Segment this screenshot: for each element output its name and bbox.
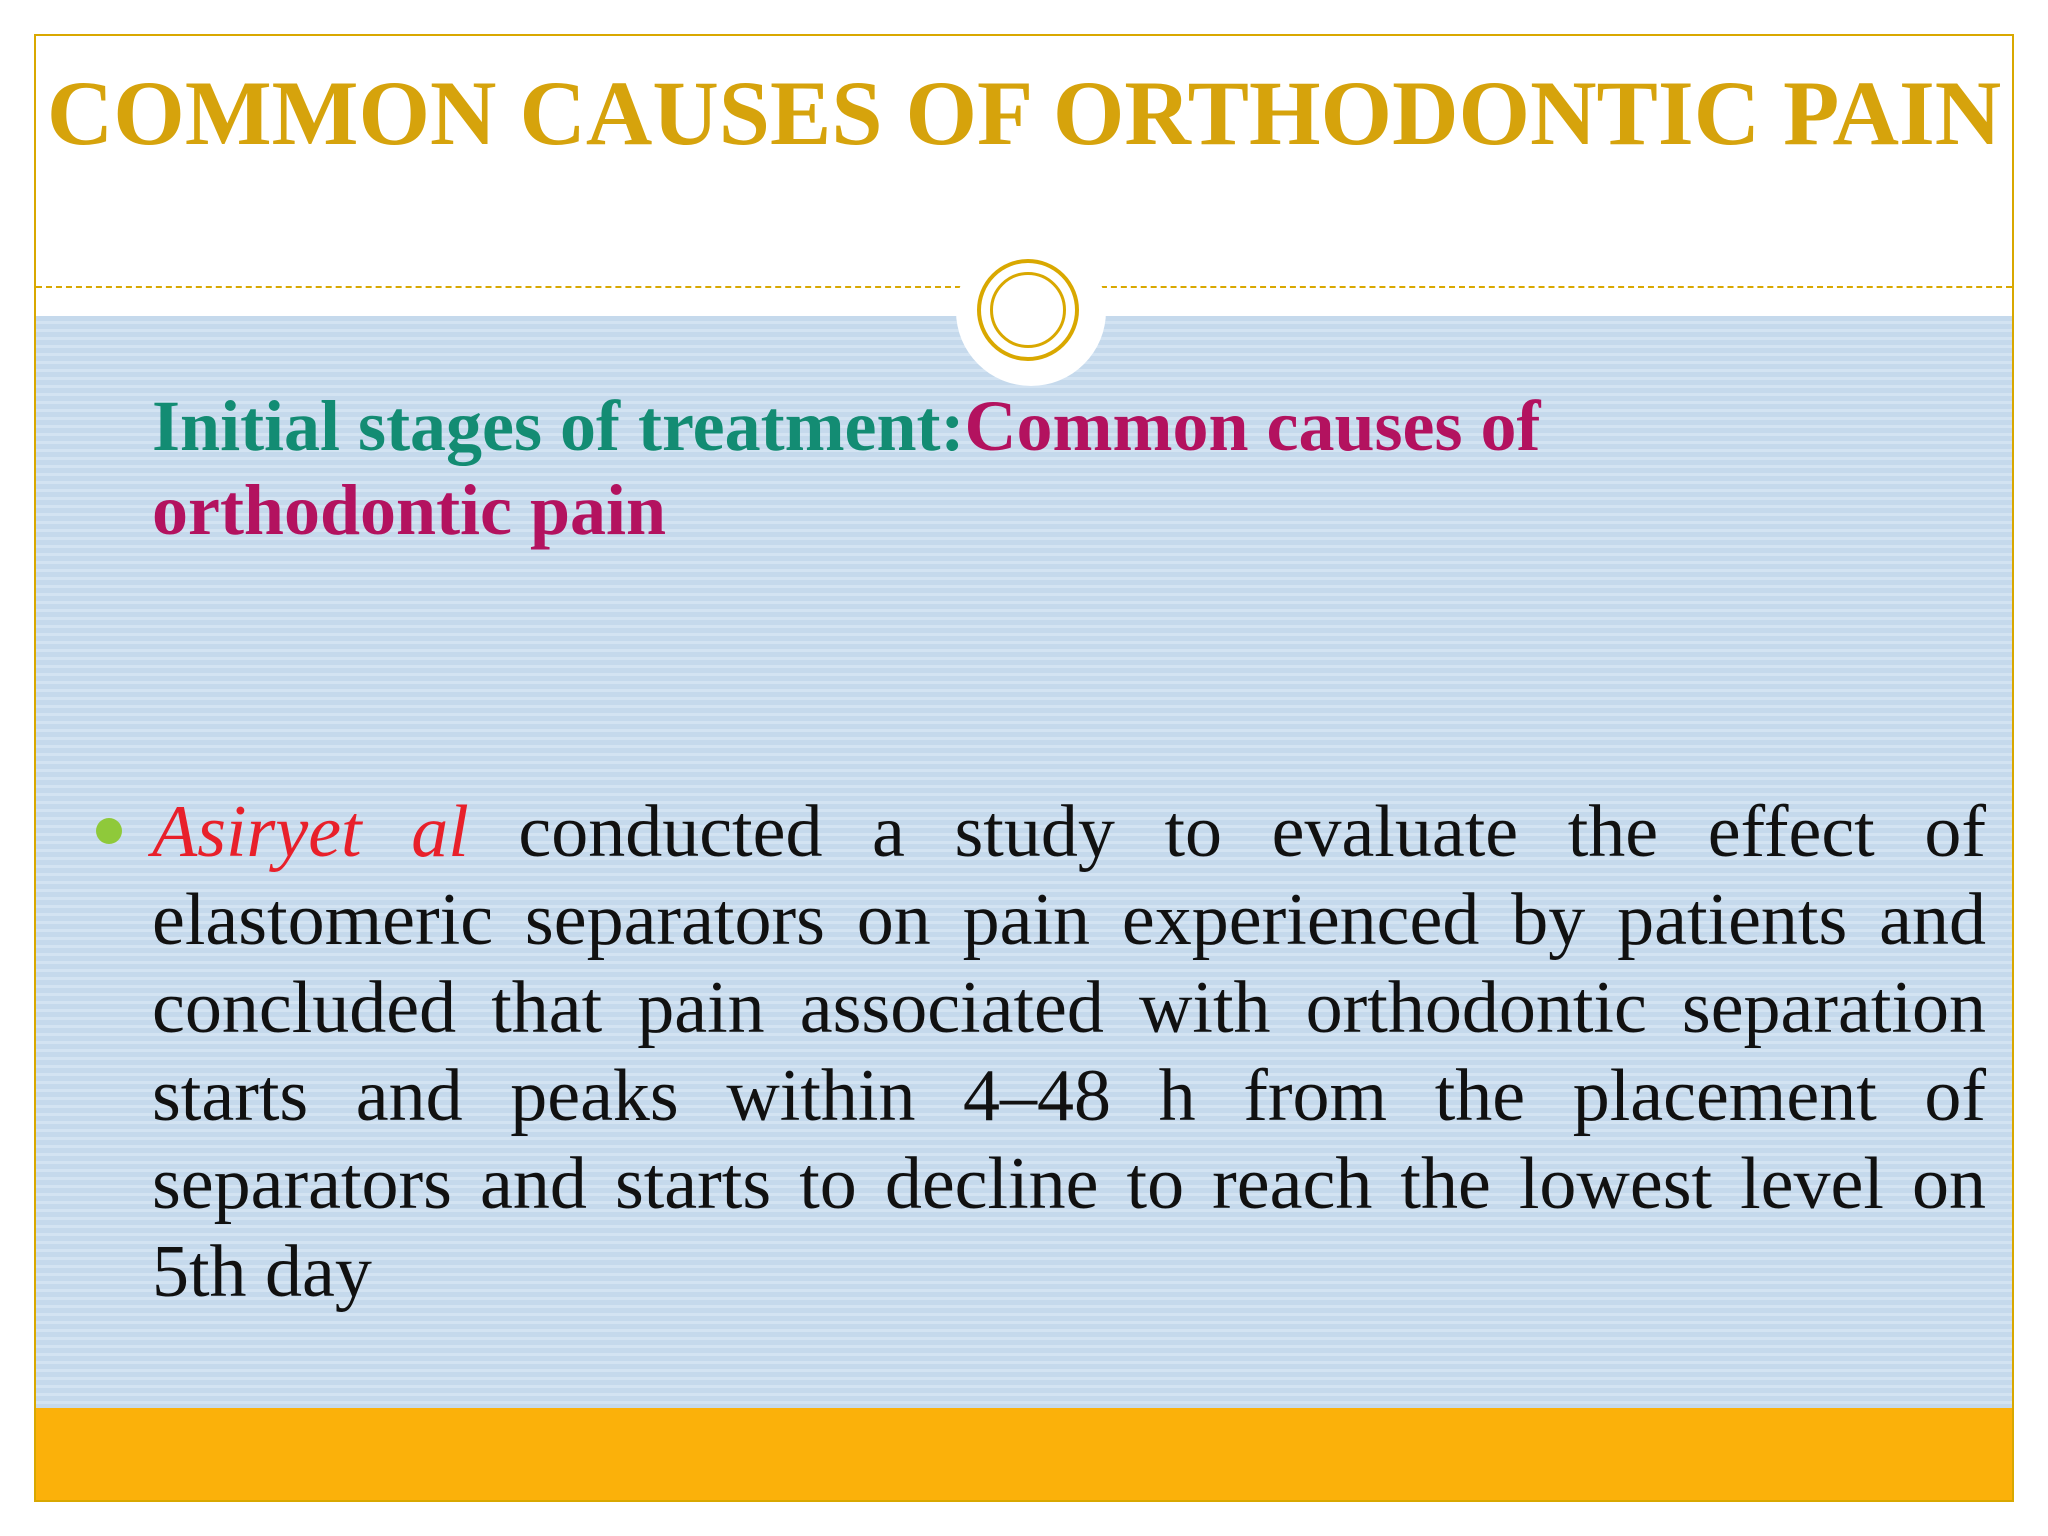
subtitle-lead: Initial stages of treatment: bbox=[152, 386, 965, 466]
slide-title: COMMON CAUSES OF ORTHODONTIC PAIN bbox=[46, 62, 2002, 164]
footer-bar bbox=[36, 1408, 2012, 1500]
slide-subtitle bbox=[152, 384, 1912, 552]
circle-bullet-icon bbox=[96, 818, 122, 844]
bullet-item bbox=[152, 788, 1986, 1316]
header-divider-left bbox=[36, 286, 971, 288]
bullet-author: Asiryet al bbox=[152, 791, 469, 873]
slide bbox=[34, 34, 2014, 1502]
subtitle-rest: Common causes of orthodontic pain bbox=[152, 386, 1541, 550]
header-divider-right bbox=[1091, 286, 2012, 288]
bullet-text: conducted a study to evaluate the effect of elastomeric separators on pain experienced by patients and concluded that pain associated with orthodontic separation starts and peaks within 4–48 h from the placement of separators and starts to decline to reach the lowest level on 5th day bbox=[152, 791, 1986, 1313]
double-circle-inner-ring bbox=[990, 272, 1066, 348]
